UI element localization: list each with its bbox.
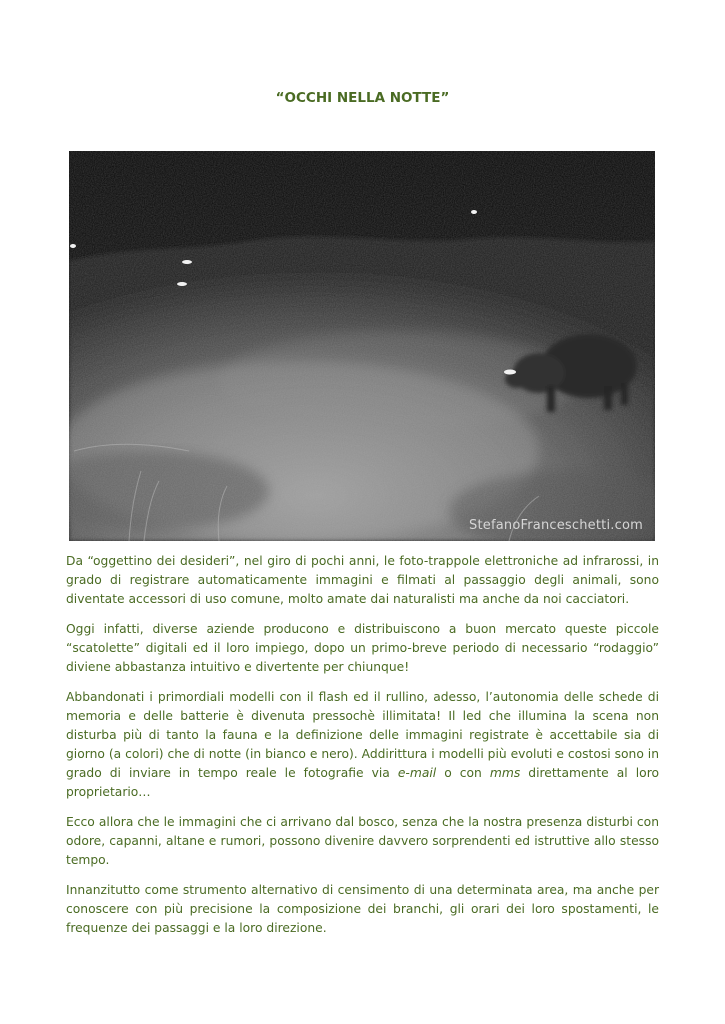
glowing-eye bbox=[177, 282, 187, 286]
page-title: “OCCHI NELLA NOTTE” bbox=[275, 90, 450, 106]
paragraph: Da “oggettino dei desideri”, nel giro di pochi anni, le foto-trappole elettroniche ad infrarossi, in grado di registrare automaticamente immagini e filmati al passaggio degli animali, sono diventate accessori di uso comune, molto amate dai naturalisti ma anche da noi cacciatori. bbox=[66, 554, 659, 606]
article-body bbox=[66, 552, 659, 949]
glowing-eye bbox=[70, 244, 76, 248]
trail-camera-photo bbox=[69, 151, 655, 541]
paragraph: Innanzitutto come strumento alternativo di censimento di una determinata area, ma anche per conoscere con più precisione la composizione dei branchi, gli orari dei loro spostamenti, le frequenze dei passaggi e la loro direzione. bbox=[66, 883, 659, 935]
photo-watermark: StefanoFranceschetti.com bbox=[469, 518, 643, 533]
paragraph-text: Abbandonati i primordiali modelli con il flash ed il rullino, adesso, l’autonomia delle schede di memoria e delle batterie è divenuta pressochè illimitata! Il led che illumina la scena non disturba più di tanto la fauna e la definizione delle immagini registrate è accettabile sia di giorno (a colori) che di notte (in bianco e nero). Addirittura i modelli più evoluti e costosi sono in grado di inviare in tempo reale le fotografie via bbox=[66, 690, 659, 780]
paragraph: Ecco allora che le immagini che ci arrivano dal bosco, senza che la nostra presenza disturbi con odore, capanni, altane e rumori, possono divenire davvero sorprendenti ed istruttive allo stesso tempo. bbox=[66, 815, 659, 867]
glowing-eye bbox=[504, 370, 516, 375]
mms-emphasis: mms bbox=[489, 766, 521, 780]
glowing-eye bbox=[471, 210, 477, 214]
glowing-eye bbox=[182, 260, 192, 264]
paragraph-text: direttamente al loro proprietario… bbox=[66, 766, 659, 799]
night-scene-image bbox=[69, 151, 655, 541]
email-emphasis: e-mail bbox=[397, 766, 437, 780]
paragraph bbox=[66, 688, 659, 802]
paragraph: Oggi infatti, diverse aziende producono e distribuiscono a buon mercato queste piccole “scatolette” digitali ed il loro impiego, dopo un primo-breve periodo di necessario “rodaggio” diviene abbastanza intuitivo e divertente per chiunque! bbox=[66, 622, 659, 674]
paragraph-text: o con bbox=[436, 766, 490, 780]
